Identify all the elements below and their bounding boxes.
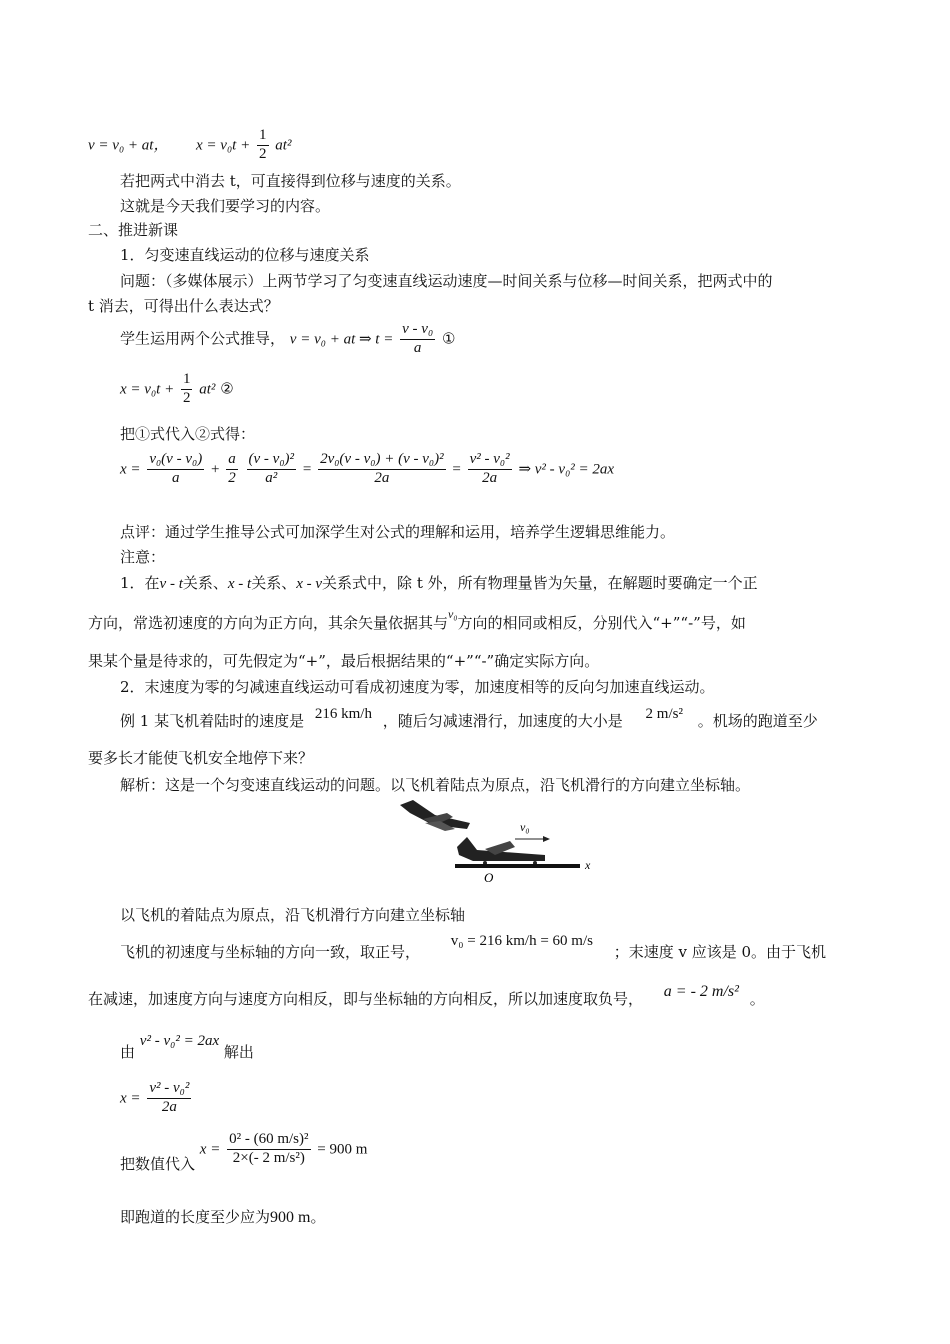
big-eq-fraction-4: $\frac{\text{2v₀(v - v₀) + (v - v₀)²}}{2a}$ xyxy=(320,451,444,486)
substitute-line: 把①式代入②式得： xyxy=(120,425,256,443)
acceleration-eq: a = - 2 m/s² xyxy=(663,983,739,1000)
analysis-line: 解析：这是一个匀变速直线运动的问题。以飞机着陆点为原点，沿飞机滑行的方向建立坐标轴。 xyxy=(120,776,751,794)
origin-label: O xyxy=(484,870,494,885)
derivation-fraction: $\frac{\text{v - v₀}}{a}$ xyxy=(402,321,434,356)
derivation-line-1 xyxy=(120,322,455,357)
intro-line-2: 这就是今天我们要学习的内容。 xyxy=(120,197,331,215)
intro-equations xyxy=(88,128,291,163)
solution-line-2: 在减速，加速度方向与速度方向相反，即与坐标轴的方向相反，所以加速度取负号， a = - 2 m/s² 。 xyxy=(88,983,765,1008)
derivation-line-2 xyxy=(120,372,234,407)
velocity-label: v₀ xyxy=(520,820,530,834)
intro-line-1: 若把两式中消去 t，可直接得到位移与速度的关系。 xyxy=(120,172,461,190)
example-line-1: 例 1 某飞机着陆时的速度是 216 km/h ，随后匀减速滑行，加速度的大小是 2 m/s² 。机场的跑道至少 xyxy=(120,706,818,730)
landed-airplane-icon xyxy=(457,837,545,865)
eq2-half: $\frac{1}{2}$ xyxy=(182,371,191,406)
displacement-time-equation-rhs: at² xyxy=(275,137,292,154)
subsection-heading: 1．匀变速直线运动的位移与速度关系 xyxy=(120,246,370,264)
note-2: 2．末速度为零的匀减速直线运动可看成初速度为零，加速度相等的反向匀加速直线运动。 xyxy=(120,678,715,696)
big-eq-result: ⇒ v² - v₀² = 2ax xyxy=(518,461,615,478)
big-eq-fraction-3: $\frac{\text{(v - v₀)²}}{\text{a²}}$ xyxy=(248,451,295,486)
eq2-rhs: at² xyxy=(199,381,216,398)
note-title: 注意： xyxy=(120,548,166,566)
velocity-arrowhead xyxy=(543,836,550,842)
plug-fraction: $\frac{\text{0² - (60 m/s)²}}{\text{2×(- 2 m/s²)}}$ xyxy=(229,1131,309,1166)
note-1-line-3: 果某个量是待求的，可先假定为“+”，最后根据结果的“+”“-”确定实际方向。 xyxy=(88,652,600,670)
marker-2: ② xyxy=(220,379,234,398)
final-line: 即跑道的长度至少应为900 m。 xyxy=(120,1208,326,1226)
runway-length: 900 m xyxy=(270,1209,311,1226)
marker-1: ① xyxy=(441,329,456,348)
big-eq-fraction-1: $\frac{\text{v₀(v - v₀)}}{a}$ xyxy=(149,451,203,486)
descending-airplane-icon xyxy=(400,800,470,831)
note-1-line-2: 方向，常选初速度的方向为正方向，其余矢量依据其与$^{v_0}$方向的相同或相反，分别代入“+”“-”号，如 xyxy=(88,607,746,632)
figure-caption: 以飞机的着陆点为原点，沿飞机滑行方向建立坐标轴 xyxy=(120,906,466,924)
x-formula: x = $\frac{\text{v² - v₀²}}{2a}$ xyxy=(120,1080,190,1115)
eq2-lhs: x = v₀t + xyxy=(120,381,175,398)
velocity-time-equation: v = v₀ + at， xyxy=(88,137,169,154)
axis-label-x: x xyxy=(585,858,591,872)
big-equation: x = $\frac{\text{v₀(v - v₀)}}{a}$ + $\frac{a}{2}$ $\frac{\text{(v - v₀)²}}{\text{a²}}$ = $\frac{\text{2v₀(v - v₀) + (v - v₀)²}}{2a}$ = $\frac{\text{v² - v₀²}}{2a}$ ⇒ v² - v₀² = 2ax xyxy=(120,451,615,486)
derivation-eq-lhs: v = v₀ + at ⇒ t = xyxy=(289,331,394,348)
derivation-intro: 学生运用两个公式推导， xyxy=(120,329,286,348)
question-line-2: t 消去，可得出什么表达式？ xyxy=(88,297,279,315)
big-eq-fraction-2: $\frac{a}{2}$ xyxy=(228,451,236,486)
landing-speed: 216 km/h xyxy=(314,706,372,722)
example-line-2: 要多长才能使飞机安全地停下来？ xyxy=(88,749,314,767)
landing-figure xyxy=(395,795,600,885)
solution-line-1: 飞机的初速度与坐标轴的方向一致，取正号， v₀ = 216 km/h = 60 m/s ；末速度 v 应该是 0。由于飞机 xyxy=(120,933,827,961)
from-line: 由 v² - v₀² = 2ax 解出 xyxy=(120,1033,254,1061)
big-eq-fraction-5: $\frac{\text{v² - v₀²}}{2a}$ xyxy=(469,451,510,486)
x-formula-fraction: $\frac{\text{v² - v₀²}}{2a}$ xyxy=(149,1080,190,1115)
section-heading: 二、推进新课 xyxy=(88,221,179,239)
question-line-1: 问题：（多媒体展示）上两节学习了匀变速直线运动速度—时间关系与位移—时间关系，把两式中的 xyxy=(120,272,773,290)
comment-line: 点评：通过学生推导公式可加深学生对公式的理解和运用，培养学生逻辑思维能力。 xyxy=(120,523,676,541)
displacement-time-equation-lhs: x = v₀t + xyxy=(196,137,251,154)
half-fraction: $\frac{1}{2}$ xyxy=(259,127,267,162)
note-1-line-1: 1．在v - t关系、x - t关系、x - v关系式中，除 t 外，所有物理量皆为矢量，在解题时要确定一个正 xyxy=(120,574,758,592)
ground-axis xyxy=(455,864,580,868)
initial-velocity-eq: v₀ = 216 km/h = 60 m/s xyxy=(450,933,593,949)
plug-line: 把数值代入 x = $\frac{\text{0² - (60 m/s)²}}{\text{2×(- 2 m/s²)}}$ = 900 m xyxy=(120,1131,368,1174)
deceleration: 2 m/s² xyxy=(645,706,683,722)
